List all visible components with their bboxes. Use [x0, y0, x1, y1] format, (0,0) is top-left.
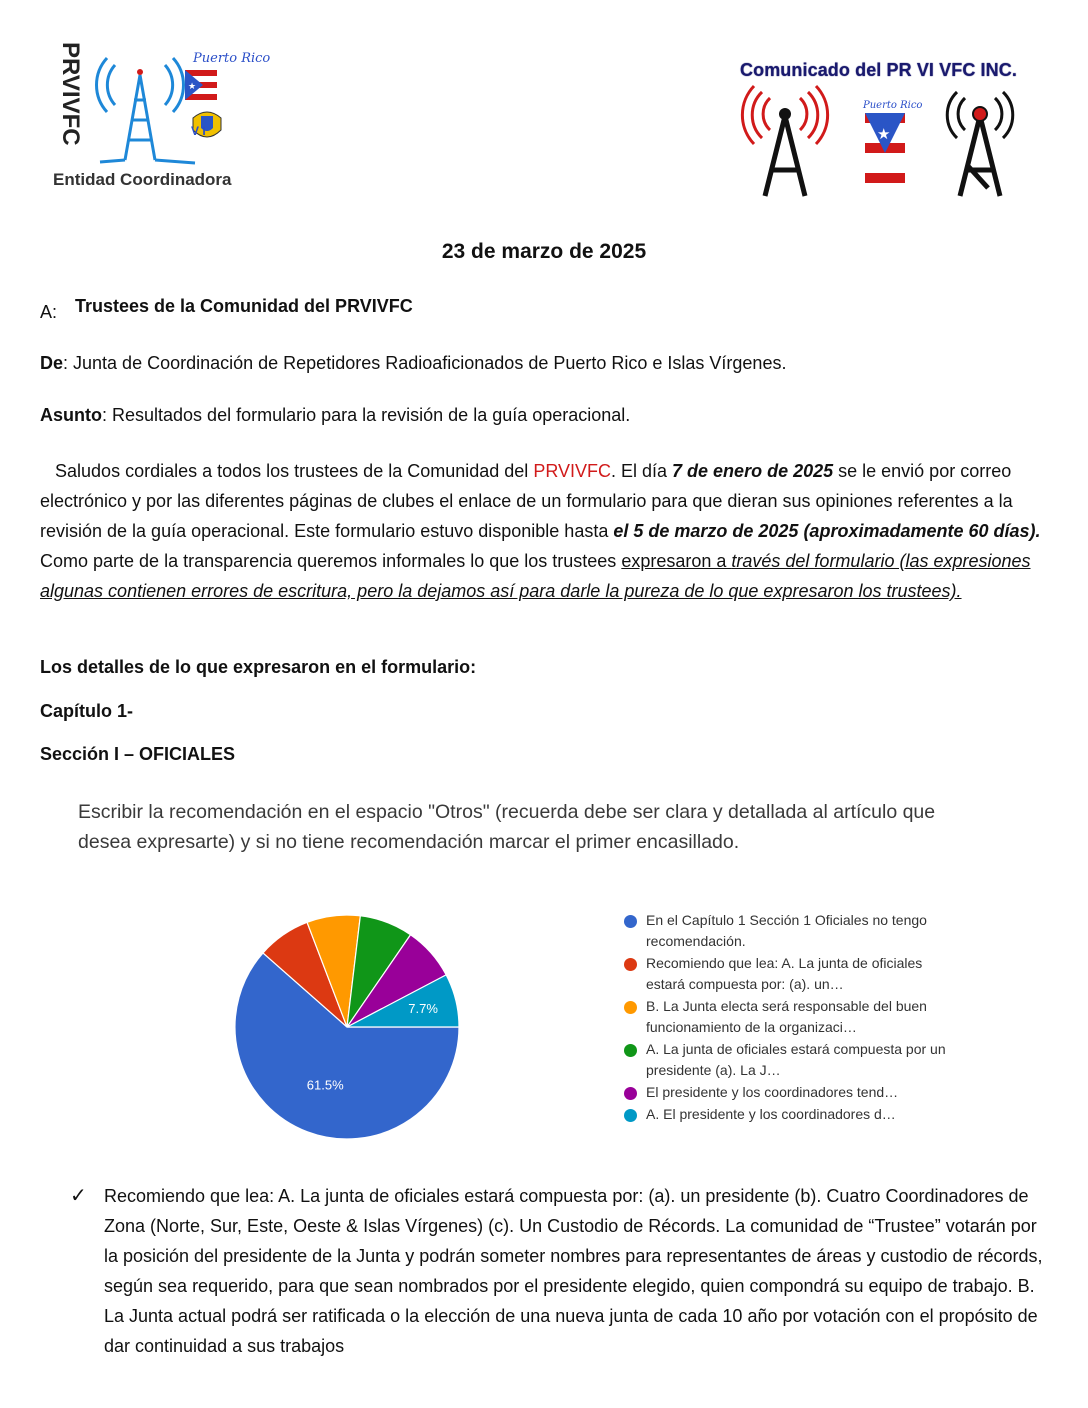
bullet-text: Recomiendo que lea: A. La junta de oficiales estará compuesta por: (a). un presidente (b). Cuatro Coordinadores de Zona (Norte, Sur, Este, Oeste & Islas Vírgenes) (c). Un Custodio de Récords. La comunidad de “Trustee” votarán por la posición del presidente de la Junta y podrán someter nombres para representantes de áreas y custodio de récords, según sea requerido, para que sean nombrados por el presidente elegido, quien compondrá su equipo de trabajo. B. La Junta actual podrá ser ratificada o la elección de una nueva junta de cada 10 año por votación con el propósito de dar continuidad a sus trabajos — [104, 1186, 1043, 1356]
form-question: Escribir la recomendación en el espacio "Otros" (recuerda debe ser clara y detallada al artículo que desea expresarte) y si no tiene recomendación marcar el primer encasillado. — [78, 801, 936, 853]
chart-legend — [620, 910, 950, 1126]
legend-dot-icon — [624, 1109, 637, 1122]
checkmark-icon: ✓ — [70, 1185, 87, 1207]
section-heading: Sección I – OFICIALES — [40, 744, 236, 764]
legend-item-5 — [620, 1104, 950, 1125]
legend-dot-icon — [624, 915, 637, 928]
communique-title: Comunicado del PR VI VFC INC. — [740, 60, 1017, 80]
legend-label: A. El presidente y los coordinadores d… — [646, 1106, 896, 1122]
legend-label: El presidente y los coordinadores tend… — [646, 1084, 899, 1100]
legend-item-1 — [620, 953, 950, 995]
svg-text:★: ★ — [188, 82, 197, 92]
prvivfc-highlight: PRVIVFC — [533, 461, 611, 481]
legend-label: Recomiendo que lea: A. La junta de oficiales estará compuesta por: (a). un… — [646, 955, 923, 992]
legend-dot-icon — [624, 1087, 637, 1100]
memo-from — [40, 348, 786, 378]
svg-text:Puerto Rico: Puerto Rico — [863, 100, 923, 111]
prvivfc-vertical-text — [58, 42, 84, 164]
pie-data-label-0: 61.5% — [306, 1077, 344, 1093]
end-date: el 5 de marzo de 2025 (aproximadamente 60 días). — [613, 521, 1041, 541]
memo-date: 23 de marzo de 2025 — [441, 240, 647, 263]
legend-item-0 — [620, 910, 950, 952]
legend-item-2 — [620, 996, 950, 1038]
intro-paragraph: Saludos cordiales a todos los trustees de la Comunidad del PRVIVFC. El día 7 de enero de 2025 se le envió por correo electrónico y por las diferentes páginas de clubes el enlace de un formulario para que dieran sus opiniones referentes a la revisión de la guía operacional. Este formulario estuvo disponible hasta el 5 de marzo de 2025 (aproximadamente 60 días). Como parte de la transparencia queremos informales lo que los trustees expresaron a través del formulario (las expresiones algunas contienen errores de escritura, pero la dejamos así para darle la pureza de lo que expresaron los trustees). — [40, 461, 1041, 601]
memo-subject-label: Asunto — [40, 405, 102, 425]
logo-caption: Entidad Coordinadora — [53, 170, 232, 189]
memo-from-value: : Junta de Coordinación de Repetidores Radioaficionados de Puerto Rico e Islas Vírgenes. — [63, 353, 787, 373]
pie-chart — [220, 895, 480, 1155]
legend-dot-icon — [624, 1001, 637, 1014]
pie-data-label-1: 7.7% — [408, 1001, 438, 1017]
legend-item-4 — [620, 1082, 950, 1103]
legend-label: A. La junta de oficiales estará compuesta por un presidente (a). La J… — [646, 1041, 946, 1078]
communique-logo — [740, 88, 1030, 208]
memo-subject-value: : Resultados del formulario para la revisión de la guía operacional. — [102, 405, 631, 425]
svg-text:★: ★ — [877, 125, 891, 143]
legend-dot-icon — [624, 958, 637, 971]
svg-text:V I: V I — [191, 124, 206, 138]
legend-label: B. La Junta electa será responsable del buen funcionamiento de la organizaci… — [646, 998, 927, 1035]
memo-to-label: A: — [40, 302, 58, 322]
legend-item-3 — [620, 1039, 950, 1081]
memo-from-label: De — [40, 353, 64, 373]
memo-subject — [40, 400, 630, 430]
chapter-heading: Capítulo 1- — [40, 701, 133, 721]
details-heading: Los detalles de lo que expresaron en el formulario: — [40, 657, 477, 677]
memo-to-value: Trustees de la Comunidad del PRVIVFC — [75, 296, 413, 316]
legend-dot-icon — [624, 1044, 637, 1057]
svg-text:Puerto Rico: Puerto Rico — [193, 51, 271, 66]
start-date: 7 de enero de 2025 — [672, 461, 834, 481]
legend-label: En el Capítulo 1 Sección 1 Oficiales no tengo recomendación. — [646, 912, 927, 949]
svg-text:PRVIVFC: PRVIVFC — [57, 42, 84, 146]
